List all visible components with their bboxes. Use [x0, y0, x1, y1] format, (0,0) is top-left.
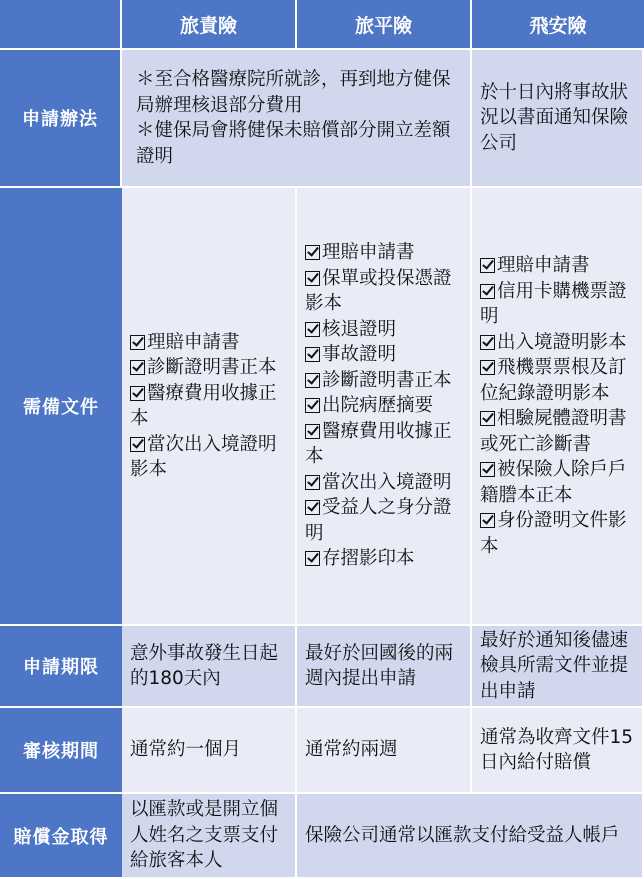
document-item: 飛機票票根及訂位紀錄證明影本 — [480, 357, 627, 404]
document-item: 當次出入境證明 — [305, 470, 462, 496]
checkbox-icon — [480, 335, 495, 350]
checkbox-icon — [305, 245, 320, 260]
checkbox-icon — [480, 258, 495, 273]
document-item: 醫療費用收據正本 — [305, 420, 452, 468]
cell-apply-method-flight — [472, 50, 644, 188]
cell-documents-travel-accident — [297, 188, 472, 626]
document-item: 存摺影印本 — [305, 546, 462, 572]
checkbox-icon — [305, 347, 320, 362]
row-header-apply-deadline: 申請期限 — [0, 626, 122, 708]
review-text: 通常約兩週 — [305, 739, 398, 761]
document-item: 受益人之身分證明 — [305, 497, 452, 544]
cell-deadline-travel-accident — [297, 626, 472, 708]
document-item: 診斷證明書正本 — [305, 368, 462, 394]
row-header-documents: 需備文件 — [0, 188, 122, 626]
document-item: 事故證明 — [305, 342, 462, 368]
row-header-review-period: 審核期間 — [0, 708, 122, 794]
column-header-flight-safety: 飛安險 — [472, 0, 644, 50]
apply-method-line: ＊健保局會將健保未賠償部分開立差額證明 — [136, 120, 451, 167]
checkbox-icon — [305, 424, 320, 439]
apply-method-flight-text: 於十日內將事故狀況以書面通知保險公司 — [480, 81, 629, 154]
checkbox-icon — [130, 386, 145, 401]
checkbox-icon — [480, 462, 495, 477]
review-text: 通常約一個月 — [130, 739, 242, 761]
document-item: 身份證明文件影本 — [480, 510, 627, 557]
payout-text: 以匯款或是開立個人姓名之支票支付給旅客本人 — [130, 799, 279, 872]
checkbox-icon — [305, 373, 320, 388]
document-item: 核退證明 — [305, 317, 462, 343]
document-item: 理賠申請書 — [305, 240, 462, 266]
cell-documents-travel-liability — [122, 188, 297, 626]
checkbox-icon — [305, 271, 320, 286]
deadline-text: 最好於回國後的兩週內提出申請 — [305, 642, 454, 689]
document-item: 診斷證明書正本 — [130, 355, 287, 381]
cell-deadline-flight-safety — [472, 626, 644, 708]
document-item: 被保險人除戶戶籍謄本正本 — [480, 459, 627, 506]
cell-documents-flight-safety — [472, 188, 644, 626]
payout-text: 保險公司通常以匯款支付給受益人帳戶 — [305, 824, 620, 846]
document-item: 信用卡購機票證明 — [480, 280, 627, 327]
document-item: 理賠申請書 — [130, 330, 287, 356]
document-item: 出入境證明影本 — [480, 330, 634, 356]
cell-review-flight-safety — [472, 708, 644, 794]
cell-payout-travel-liability — [122, 794, 297, 879]
row-header-payout: 賠償金取得 — [0, 794, 122, 879]
document-item: 出院病歷摘要 — [305, 393, 462, 419]
deadline-text: 最好於通知後儘速檢具所需文件並提出申請 — [480, 629, 629, 702]
cell-payout-travel-accident — [297, 794, 644, 879]
deadline-text: 意外事故發生日起的180天內 — [130, 642, 279, 689]
document-item: 當次出入境證明影本 — [130, 433, 277, 480]
checkbox-icon — [480, 411, 495, 426]
checkbox-icon — [305, 322, 320, 337]
column-header-travel-liability: 旅責險 — [122, 0, 297, 50]
checkbox-icon — [480, 284, 495, 299]
review-text: 通常為收齊文件15日內給付賠償 — [480, 726, 634, 773]
checkbox-icon — [130, 437, 145, 452]
checkbox-icon — [305, 398, 320, 413]
cell-review-travel-liability — [122, 708, 297, 794]
document-item: 醫療費用收據正本 — [130, 382, 277, 429]
cell-deadline-travel-liability — [122, 626, 297, 708]
checkbox-icon — [480, 513, 495, 528]
checkbox-icon — [130, 360, 145, 375]
document-item: 保單或投保憑證影本 — [305, 267, 452, 315]
apply-method-line: ＊至合格醫療院所就診，再到地方健保局辦理核退部分費用 — [136, 69, 451, 116]
column-header-travel-accident: 旅平險 — [297, 0, 472, 50]
row-header-apply-method: 申請辦法 — [0, 50, 122, 188]
corner-cell — [0, 0, 122, 50]
cell-apply-method-travel — [122, 50, 472, 188]
document-item: 理賠申請書 — [480, 253, 634, 279]
checkbox-icon — [130, 335, 145, 350]
checkbox-icon — [305, 475, 320, 490]
checkbox-icon — [305, 500, 320, 515]
document-item: 相驗屍體證明書或死亡診斷書 — [480, 408, 627, 455]
cell-review-travel-accident — [297, 708, 472, 794]
checkbox-icon — [305, 551, 320, 566]
checkbox-icon — [480, 360, 495, 375]
